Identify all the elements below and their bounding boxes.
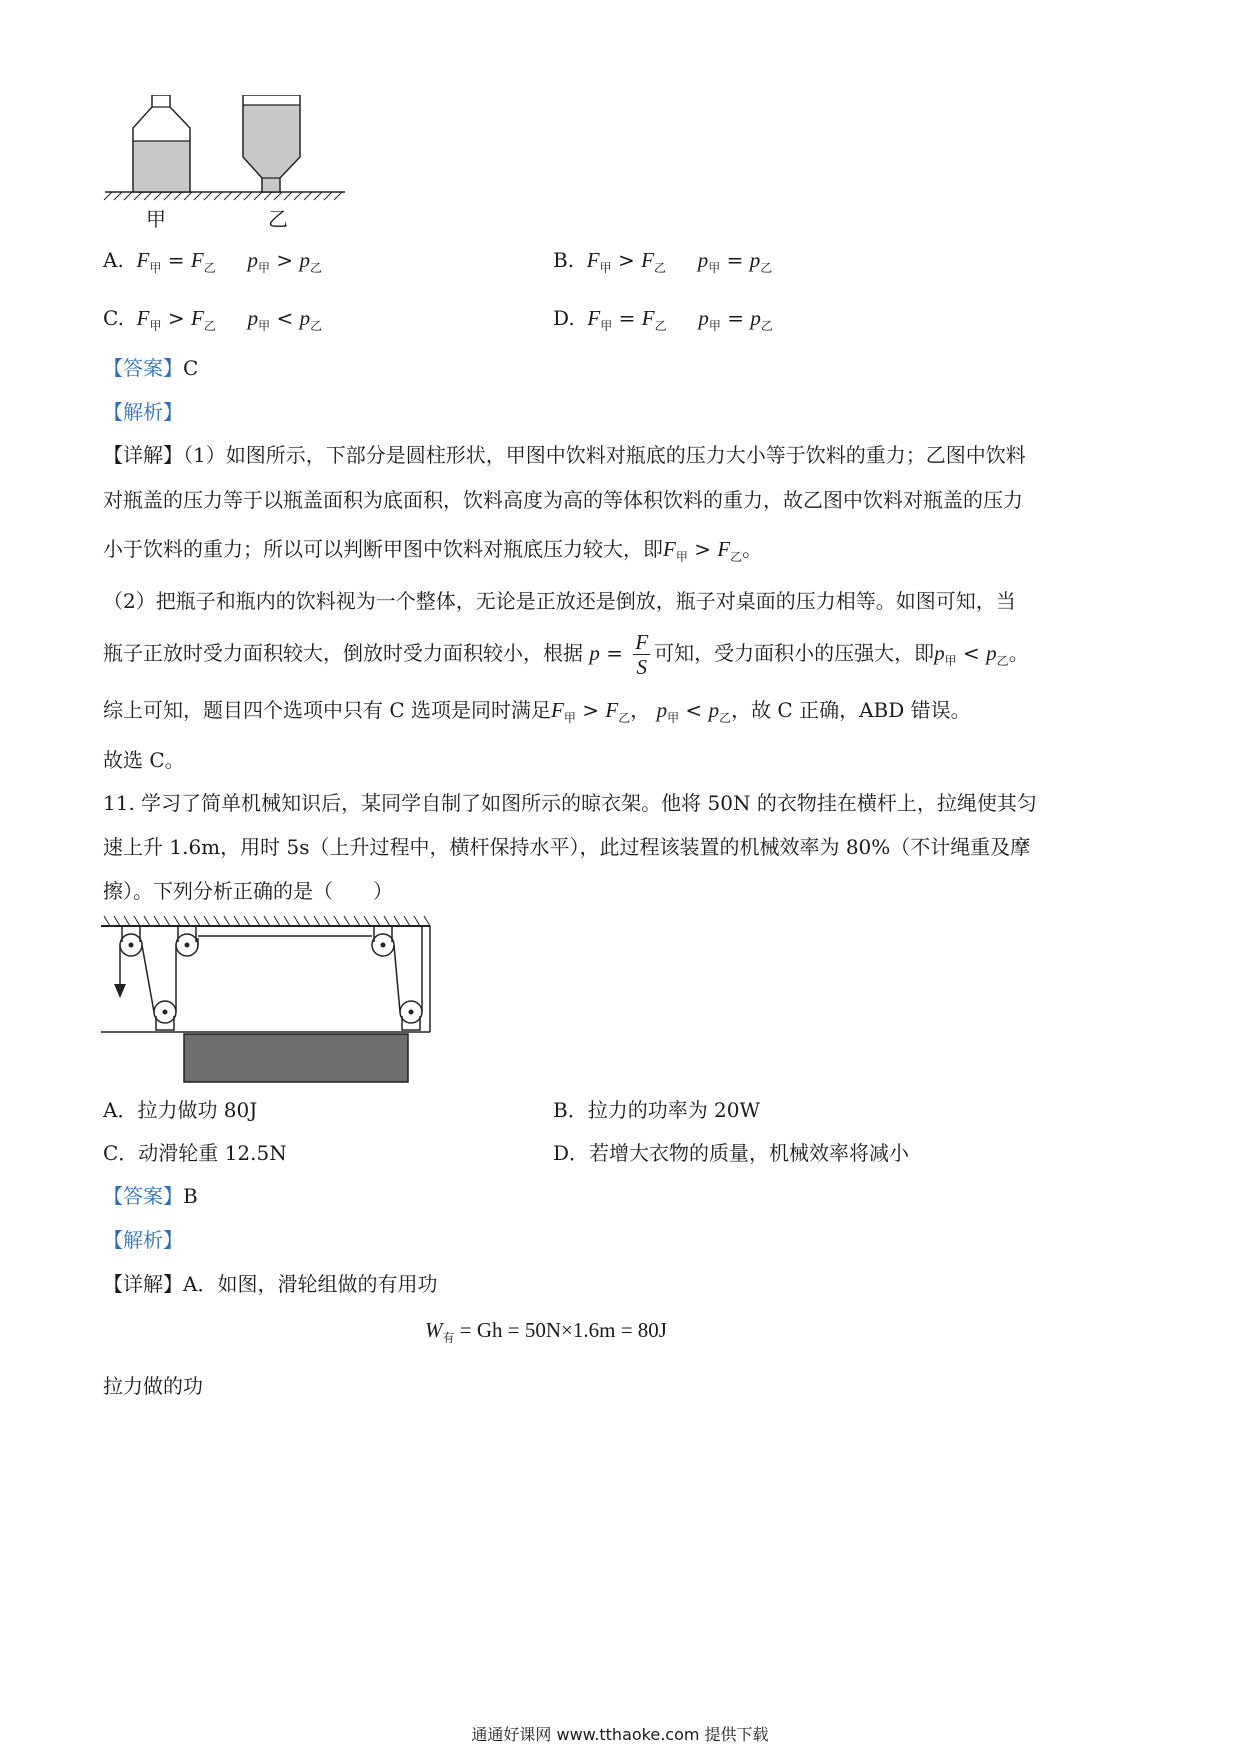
q10-detail-line-5: 瓶子正放时受力面积较大，倒放时受力面积较小，根据 p = $\frac{F}{S}$ 可知，受力面积小的压强大，即$p_甲 < p_乙$。	[103, 630, 1029, 679]
q10-conclusion: 故选 C。	[103, 748, 185, 772]
q10-option-c: C. $F_甲 > F_乙$ $p_甲 < p_乙$	[103, 306, 323, 333]
q10-analysis-tag: 【解析】	[103, 400, 183, 424]
q11-stem-line-3: 擦）。下列分析正确的是（ ）	[103, 879, 393, 903]
q10-option-d: D. $F_甲 = F_乙$ $p_甲 = p_乙$	[553, 306, 773, 333]
q11-option-d: D．若增大衣物的质量，机械效率将减小	[553, 1141, 910, 1165]
q10-detail-line-2: 对瓶盖的压力等于以瓶盖面积为底面积，饮料高度为高的等体积饮料的重力，故乙图中饮料对瓶盖的压力	[103, 488, 1023, 512]
label-jia: 甲	[146, 207, 166, 231]
q11-answer: 【答案】B	[103, 1184, 198, 1208]
q11-last-line: 拉力做的功	[103, 1374, 203, 1398]
bottles-figure	[100, 95, 360, 245]
q10-detail-line-1: 【详解】（1）如图所示，下部分是圆柱形状，甲图中饮料对瓶底的压力大小等于饮料的重力；乙图中饮料	[103, 443, 1026, 467]
q11-detail-line: 【详解】A．如图，滑轮组做的有用功	[103, 1272, 438, 1296]
q10-detail-line-3: 小于饮料的重力；所以可以判断甲图中饮料对瓶底压力较大，即$F_甲 > F_乙$。	[103, 537, 763, 564]
q10-option-a: A. $F_甲 = F_乙$ $p_甲 > p_乙$	[103, 248, 323, 275]
q10-detail-line-6: 综上可知，题目四个选项中只有 C 选项是同时满足$F_甲 > F_乙$， $p_甲 < p_乙$，故 C 正确，ABD 错误。	[103, 698, 971, 725]
q11-option-b: B．拉力的功率为 20W	[553, 1098, 761, 1122]
q11-option-a: A．拉力做功 80J	[103, 1098, 258, 1122]
q11-stem-line-2: 速上升 1.6m，用时 5s（上升过程中，横杆保持水平），此过程该装置的机械效率为 80%（不计绳重及摩	[103, 835, 1031, 859]
q10-answer: 【答案】C	[103, 356, 199, 380]
q11-option-c: C．动滑轮重 12.5N	[103, 1141, 287, 1165]
q11-stem-line-1: 11. 学习了简单机械知识后，某同学自制了如图所示的晾衣架。他将 50N 的衣物挂在横杆上，拉绳使其匀	[103, 791, 1037, 815]
q11-analysis-tag: 【解析】	[103, 1228, 183, 1252]
label-yi: 乙	[268, 207, 288, 231]
page-footer: 通通好课网 www.tthaoke.com 提供下载	[471, 1725, 769, 1744]
q11-useful-work-equation: $W_有 = Gh = 50N\times 1.6m = 80J$	[425, 1318, 667, 1345]
pulley-rack-figure	[98, 912, 438, 1087]
q10-detail-line-4: （2）把瓶子和瓶内的饮料视为一个整体，无论是正放还是倒放，瓶子对桌面的压力相等。如图可知，当	[103, 589, 1016, 613]
pressure-fraction: $\frac{F}{S}$	[635, 630, 649, 679]
answer-tag: 【答案】	[103, 356, 183, 380]
q10-option-b: B. $F_甲 > F_乙$ $p_甲 = p_乙$	[553, 248, 773, 275]
answer-tag: 【答案】	[103, 1184, 183, 1208]
